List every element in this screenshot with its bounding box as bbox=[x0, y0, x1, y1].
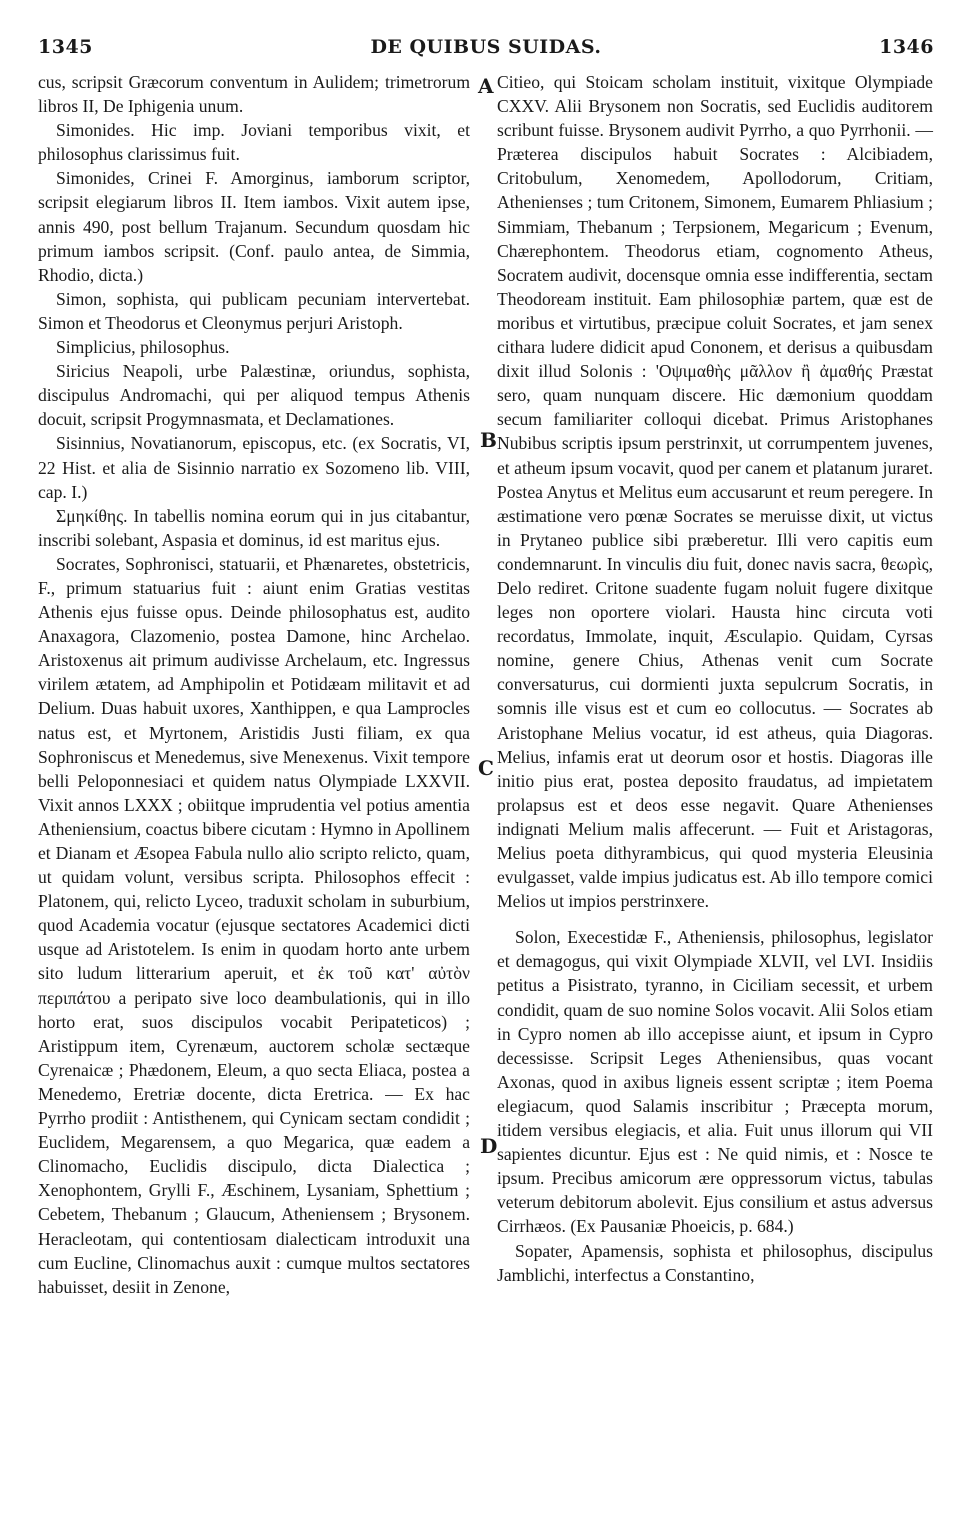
entry-sopater: Sopater, Apamensis, sophista et philosophus, discipulus Jamblichi, interfectus a Constantino, bbox=[497, 1240, 933, 1285]
entry-socrates: Socrates, Sophronisci, statuarii, et Phænaretes, obstetricis, F., primum statuarius fuit : aiunt enim Gratias vestitas Athenis ejus fuisse opus. Deinde philosophatus est, audito Anaxagora, Clazomenio, postea Damone, hinc Archelao. Aristoxenus ait primum audivisse Archelaum, etc. Ingressus virilem ætatem, ad Amphipolin et Potidæam militavit et ad Delium. Duas habuit uxores, Xanthippen, e qua Lamprocles natus est, et Myrtonem, Aristidis Justi filiam, ex qua Sophroniscus et Menedemus, sive Menexenus. Vixit tempore belli Peloponnesiaci et quidem natus Olympiade LXXVII. Vixit annos LXXX ; obiitque imprudentia vel potius amentia Atheniensium, coactus bibere cicutam : Hymno in Apollinem et Dianam et Æsopea Fabula nullo alio scripto relicto, quam, ut quidam volunt, versibus scripta. Philosophos effecit : Platonem, qui, relicto Lyceo, traduxit scholam in suburbium, quod Academia vocatur (ejusque sectatores Academici dicti usque ad Aristotelem. Is enim in quodam horto ante urbem sito ludum litterarium aperuit, et ἐκ τοῦ κατ' αὐτὸν περιπάτου a peripato sive loco deambulationis, qui in illo horto erat, suos discipulos vocabit Peripateticos) ; Aristippum item, Cyrenæum, auctorem scholæ sectæque Cyrenaicæ ; Phædonem, Eleum, a quo secta Eliaca, postea a Menedemo, Eretriæ docente, dicta Eretrica. — Ex hac Pyrrho prodiit : Antisthenem, qui Cynicam sectam condidit ; Euclidem, Megarensem, a quo Megarica, quæ eadem a Clinomacho, Euclidis discipulo, dicta Dialectica ; Xenophontem, Grylli F., Æschinem, Lysaniam, Sphettium ; Cebetem, Thebanum ; Glaucum, Atheniensem ; Brysonem. Heracleotam, qui contentiosam dialecticam introduxit una cum Eucline, Clinomachus auxit : cumque multos sectatores habuisset, desiit in Zenone, bbox=[38, 553, 470, 1297]
right-page-number: 1346 bbox=[879, 36, 934, 58]
left-page-number: 1345 bbox=[38, 36, 93, 58]
margin-marker-b: B bbox=[480, 428, 497, 452]
entry-simonides: Simonides. Hic imp. Joviani temporibus vixit, et philosophus clarissimus fuit. bbox=[38, 120, 470, 165]
entry-simon: Simon, sophista, qui publicam pecuniam intervertebat. Simon et Theodorus et Cleonymus perjuri Aristoph. bbox=[38, 288, 470, 333]
right-column bbox=[497, 70, 933, 1287]
entry-continued: cus, scripsit Græcorum conventum in Aulidem; trimetrorum libros II, De Iphigenia unum. bbox=[38, 72, 470, 117]
page-header bbox=[38, 36, 934, 66]
entry-siricius: Siricius Neapoli, urbe Palæstinæ, oriundus, sophista, discipulus Andromachi, qui per aliquod tempus Athenis docuit, scripsit Progymnasmata, et Declamationes. bbox=[38, 361, 470, 430]
margin-marker-c: C bbox=[478, 756, 494, 780]
entry-simonides-amorginus: Simonides, Crinei F. Amorginus, iamborum scriptor, scripsit elegiarum libros II. Item iambos. Vixit autem ipse, annis 490, post bellum Trajanum. Secundum quosdam hic primum iambos scripsit. (Conf. paulo antea, de Simmia, Rhodio, dicta.) bbox=[38, 168, 470, 285]
entry-smekithes: Σμηκίθης. In tabellis nomina eorum qui in jus citabantur, inscribi solebant, Aspasia et dominus, id est maritus ejus. bbox=[38, 505, 470, 550]
margin-marker-a: A bbox=[478, 74, 494, 98]
running-title: DE QUIBUS SUIDAS. bbox=[370, 36, 602, 58]
entry-sisinnius: Sisinnius, Novatianorum, episcopus, etc. (ex Socratis, VI, 22 Hist. et alia de Sisinnio narratio ex Sozomeno lib. VIII, cap. I.) bbox=[38, 433, 470, 502]
margin-marker-d: D bbox=[480, 1134, 498, 1158]
entry-simplicius: Simplicius, philosophus. bbox=[56, 337, 230, 358]
left-column bbox=[38, 70, 470, 1299]
entry-solon: Solon, Execestidæ F., Atheniensis, philosophus, legislator et demagogus, qui vixit Olympiade XLVII, vel LVI. Insidiis petitus a Pisistrato, tyranno, in Ciciliam secessit, et urbem condidit, quam de suo nomine Solos vocavit. Alii Solos etiam in Cypro nomen ab illo accepisse aiunt, et ipsum in Cypro decessisse. Scripsit Leges Atheniensibus, quas vocant Axonas, quod in axibus ligneis essent scriptæ ; item Poema elegiacum, quod Salamis inscribitur ; Præcepta morum, itidem versibus elegiacis, et alia. Fuit unus illorum qui VII sapientes dicuntur. Ejus est : Ne quid nimis, et : Nosce te ipsum. Precibus amicorum ære oppressorum victus, tabulas veterum debitorum abolevit. Ejus consilium et astus adversus Cirrhæos. (Ex Pausaniæ Phoeicis, p. 684.) bbox=[497, 927, 933, 1237]
entry-socrates-continued: Citieo, qui Stoicam scholam instituit, vixitque Olympiade CXXV. Alii Brysonem non Socratis, sed Euclidis auditorem scribunt fuisse. Brysonem audivit Pyrrho, a quo Pyrrhonii. — Præterea discipulos habuit Socrates : Alcibiadem, Critobulum, Xenomedem, Apollodorum, Critiam, Athenienses ; tum Critonem, Simonem, Eumarem Phliasium ; Simmiam, Thebanum ; Terpsionem, Megaricum ; Evenum, Chærephontem. Theodorus etiam, cognomento Atheus, Socratem audivit, docensque omnia esse indifferentia, sectam Theodoream instituit. Eam philosophiæ partem, quæ est de moribus et virtutibus, præcipue coluit Socrates, et jam senex cithara ludere didicit apud Cononem, et derisus a quibusdam dixit illud Solonis : 'Οψιμαθὴς μᾶλλον ἢ ἀμαθής Præstat sero, quam nunquam discere. Hic dæmonium quoddam secum familiariter colloqui dicebat. Primus Aristophanes Nubibus scriptis ipsum perstrinxit, ut corrumpentem juvenes, et atheum ipsum vocavit, quod per canem et platanum juraret. Postea Anytus et Melitus eum accusarunt et reum peregere. In æstimatione vero pœnæ Socrates se meruisse dixit, ut victus in Prytaneo publice sibi præberetur. Illi vero capitis eum condemnarunt. In vinculis diu fuit, donec navis sacra, θεωρὶς, Delo rediret. Critone suadente fugam noluit fugere dixitque leges non oportere violari. Hausta hinc circuta voti recordatus, Immolate, inquit, Æsculapio. Quidam, Cyrsas nomine, genere Chius, Athenas venit cum Socrate conversaturus, cui dormienti juxta sepulcrum Socratis, in somnis ille visus est et cum eo collocutus. — Socrates ab Aristophane Melius vocatur, id est atheus, quia Diagoras. Melius, infamis erat ut deorum osor et hostis. Diagoras ille initio pius erat, postea deposito fraudatus, ad impietatem prolapsus est et deos esse negavit. Quare Athenienses indignati Melium malis affecerunt. — Fuit et Aristagoras, Melius poeta dithyrambicus, qui quod mysteria Eleusinia evulgasset, valde impius judicatus est. Ab illo tempore comici Melios ut impios perstrinxere. bbox=[497, 72, 933, 912]
